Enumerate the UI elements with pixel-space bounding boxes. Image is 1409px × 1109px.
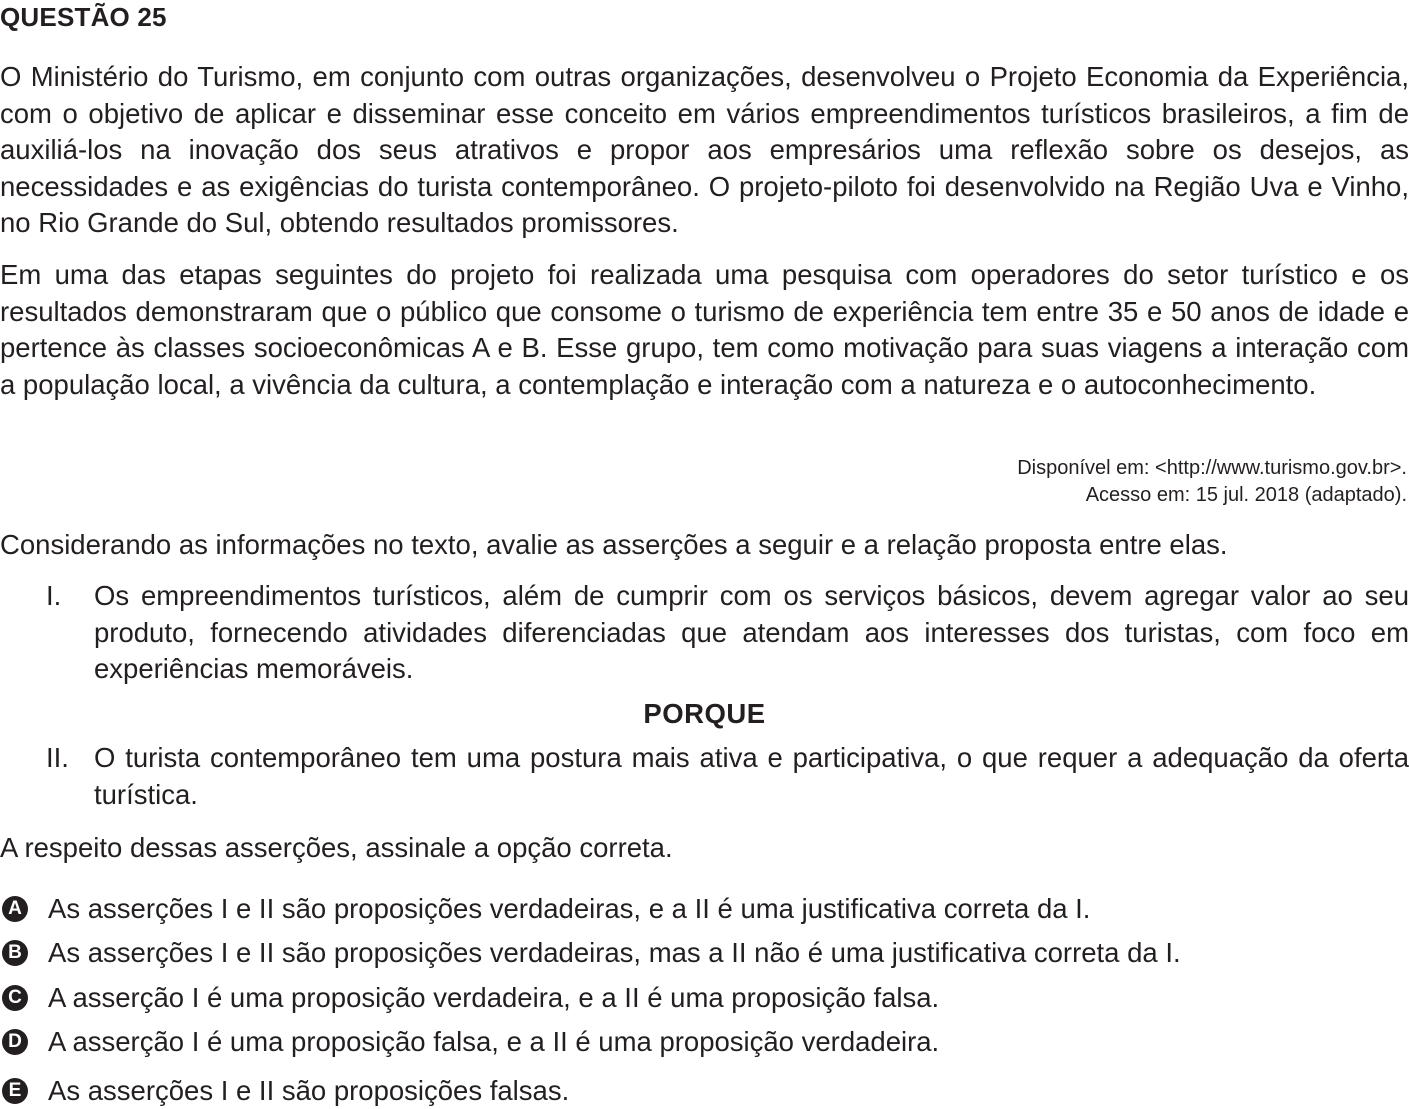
option-text: A asserção I é uma proposição falsa, e a II é uma proposição verdadeira. — [48, 1026, 940, 1057]
assertion-2 — [0, 740, 1409, 813]
question-prompt: Considerando as informações no texto, avalie as asserções a seguir e a relação proposta entre elas. — [0, 529, 1228, 560]
option-text: As asserções I e II são proposições verdadeiras, e a II é uma justificativa correta da I. — [48, 893, 1091, 924]
assertion-text: Os empreendimentos turísticos, além de cumprir com os serviços básicos, devem agregar valor ao seu produto, fornecendo atividades diferenciadas que atendam aos interesses dos turistas, com foco em experiências memoráveis. — [94, 580, 1409, 684]
context-paragraph-1: O Ministério do Turismo, em conjunto com outras organizações, desenvolveu o Projeto Economia da Experiência, com o objetivo de aplicar e disseminar esse conceito em vários empreendimentos turísticos brasileiros, a fim de auxiliá-los na inovação dos seus atrativos e propor aos empresários uma reflexão sobre os desejos, as necessidades e as exigências do turista contemporâneo. O projeto-piloto foi desenvolvido na Região Uva e Vinho, no Rio Grande do Sul, obtendo resultados promissores. — [0, 61, 1409, 238]
option-letter-badge: B — [2, 940, 28, 966]
answer-instruction: A respeito dessas asserções, assinale a opção correta. — [0, 832, 673, 863]
option-text: As asserções I e II são proposições verdadeiras, mas a II não é uma justificativa correta da I. — [48, 937, 1181, 968]
option-text: A asserção I é uma proposição verdadeira, e a II é uma proposição falsa. — [48, 982, 940, 1013]
source-line-2: Acesso em: 15 jul. 2018 (adaptado). — [1085, 484, 1407, 506]
option-letter-badge: C — [2, 985, 28, 1011]
option-letter-badge: E — [2, 1078, 28, 1104]
assertion-number: I. — [46, 580, 62, 611]
context-paragraph-2: Em uma das etapas seguintes do projeto foi realizada uma pesquisa com operadores do setor turístico e os resultados demonstraram que o público que consome o turismo de experiência tem entre 35 e 50 anos de idade e pertence às classes socioeconômicas A e B. Esse grupo, tem como motivação para suas viagens a interação com a população local, a vivência da cultura, a contemplação e interação com a natureza e o autoconhecimento. — [0, 259, 1409, 400]
option-letter-badge: D — [2, 1029, 28, 1055]
source-line-1: Disponível em: <http://www.turismo.gov.br>. — [1017, 457, 1407, 479]
option-text: As asserções I e II são proposições falsas. — [48, 1075, 570, 1106]
source-citation — [1017, 455, 1407, 509]
assertion-connector: PORQUE — [643, 698, 766, 729]
question-title: QUESTÃO 25 — [0, 2, 167, 32]
option-letter-badge: A — [2, 896, 28, 922]
assertion-text: O turista contemporâneo tem uma postura mais ativa e participativa, o que requer a adequação da oferta turística. — [94, 742, 1409, 810]
assertion-number: II. — [46, 742, 69, 773]
assertion-1 — [0, 578, 1409, 688]
